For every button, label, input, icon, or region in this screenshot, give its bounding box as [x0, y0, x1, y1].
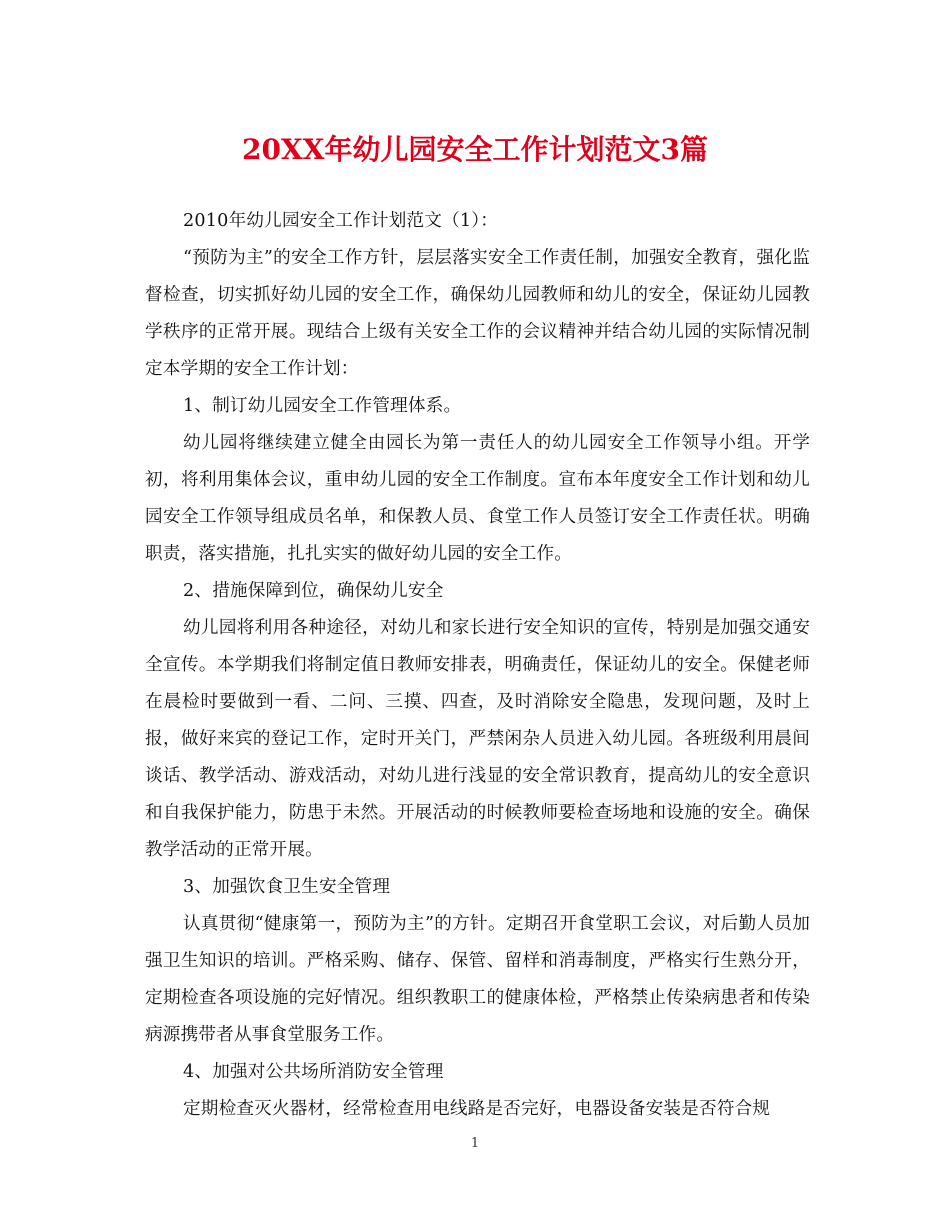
- paragraph-intro: “预防为主”的安全工作方针，层层落实安全工作责任制，加强安全教育，强化监督检查，切实抓好幼儿园的安全工作，确保幼儿园教师和幼儿的安全，保证幼儿园教学秩序的正常开展。现结合上级有关安全工作的会议精神并结合幼儿园的实际情况制定本学期的安全工作计划：: [145, 248, 810, 379]
- paragraph-section-4: 定期检查灭火器材，经常检查用电线路是否完好，电器设备安装是否符合规: [183, 1099, 771, 1119]
- section-heading-3: 3、加强饮食卫生安全管理: [183, 877, 391, 897]
- page-number: 1: [470, 1136, 480, 1151]
- paragraph-section-3: 认真贯彻“健康第一，预防为主”的方针。定期召开食堂职工会议，对后勤人员加强卫生知识的培训。严格采购、储存、保管、留样和消毒制度，严格实行生熟分开，定期检查各项设施的完好情况。组织教职工的健康体检，严格禁止传染病患者和传染病源携带者从事食堂服务工作。: [145, 914, 810, 1045]
- section-heading-1: 1、制订幼儿园安全工作管理体系。: [183, 396, 462, 416]
- paragraph-heading-1: 2010年幼儿园安全工作计划范文（1）：: [183, 211, 499, 231]
- document-body: [145, 203, 810, 1128]
- section-heading-4: 4、加强对公共场所消防安全管理: [183, 1062, 444, 1082]
- paragraph-section-2: 幼儿园将利用各种途径，对幼儿和家长进行安全知识的宣传，特别是加强交通安全宣传。本学期我们将制定值日教师安排表，明确责任，保证幼儿的安全。保健老师在晨检时要做到一看、二问、三摸、四查，及时消除安全隐患，发现问题，及时上报，做好来宾的登记工作，定时开关门，严禁闲杂人员进入幼儿园。各班级利用晨间谈话、教学活动、游戏活动，对幼儿进行浅显的安全常识教育，提高幼儿的安全意识和自我保护能力，防患于未然。开展活动的时候教师要检查场地和设施的安全。确保教学活动的正常开展。: [145, 618, 810, 860]
- section-heading-2: 2、措施保障到位，确保幼儿安全: [183, 581, 444, 601]
- paragraph-section-1: 幼儿园将继续建立健全由园长为第一责任人的幼儿园安全工作领导小组。开学初，将利用集体会议，重申幼儿园的安全工作制度。宣布本年度安全工作计划和幼儿园安全工作领导组成员名单，和保教人员、食堂工作人员签订安全工作责任状。明确职责，落实措施，扎扎实实的做好幼儿园的安全工作。: [145, 433, 810, 564]
- document-title: 20XX年幼儿园安全工作计划范文3篇: [242, 133, 708, 166]
